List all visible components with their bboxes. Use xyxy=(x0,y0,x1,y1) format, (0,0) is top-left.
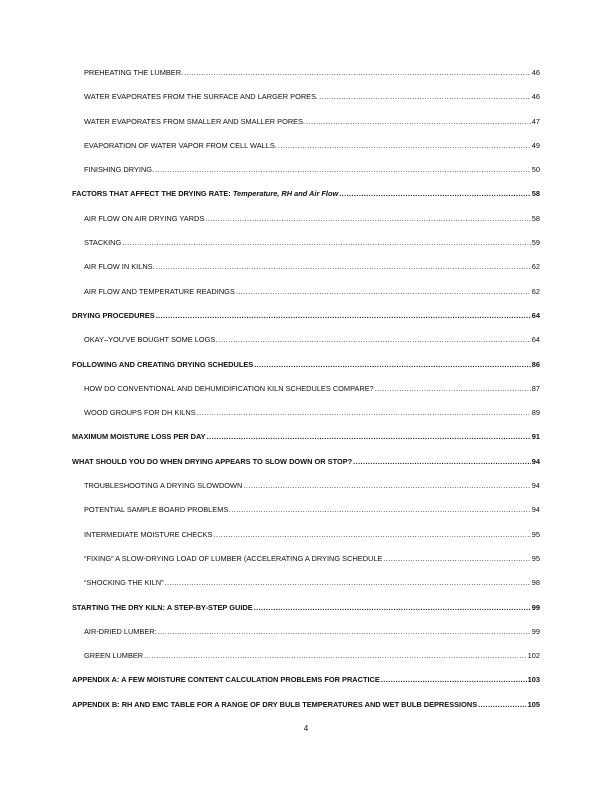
toc-entry[interactable] xyxy=(72,92,540,116)
toc-entry-label: WATER EVAPORATES FROM THE SURFACE AND LARGER PORES. xyxy=(84,92,319,102)
dot-leader xyxy=(254,603,531,612)
dot-leader xyxy=(383,554,530,563)
dot-leader xyxy=(205,214,530,223)
page-number: 4 xyxy=(303,724,309,733)
toc-entry-page: 105 xyxy=(527,699,540,709)
toc-entry-page: 58 xyxy=(531,189,540,199)
dot-leader xyxy=(213,530,530,539)
table-of-contents xyxy=(72,68,540,724)
toc-entry-page: 59 xyxy=(531,238,540,248)
toc-entry-page: 94 xyxy=(531,481,540,491)
dot-leader xyxy=(156,262,531,271)
dot-leader xyxy=(243,481,530,490)
toc-entry-label: EVAPORATION OF WATER VAPOR FROM CELL WALLS. xyxy=(84,140,277,150)
toc-entry-page: 99 xyxy=(531,602,540,612)
toc-entry-label: GREEN LUMBER xyxy=(84,651,144,661)
toc-entry-label: HOW DO CONVENTIONAL AND DEHUMIDIFICATION KILN SCHEDULES COMPARE? xyxy=(84,383,374,393)
dot-leader xyxy=(353,457,531,466)
toc-entry-label xyxy=(72,189,338,198)
dot-leader xyxy=(478,700,527,709)
toc-entry-page: 50 xyxy=(531,165,540,175)
dot-leader xyxy=(236,287,531,296)
toc-entry-label-italic: Temperature, RH and Air Flow xyxy=(232,189,339,199)
toc-entry-page: 86 xyxy=(531,359,540,369)
toc-section-entry[interactable] xyxy=(72,189,540,213)
dot-leader xyxy=(122,238,531,247)
toc-entry-page: 64 xyxy=(531,310,540,320)
toc-entry-page: 102 xyxy=(527,651,540,661)
toc-entry-page: 95 xyxy=(531,553,540,563)
dot-leader xyxy=(207,432,531,441)
toc-entry-label: STACKING xyxy=(84,238,122,248)
toc-entry-page: 98 xyxy=(531,578,540,588)
toc-entry[interactable] xyxy=(72,651,540,675)
toc-entry[interactable] xyxy=(72,141,540,165)
dot-leader xyxy=(184,68,531,77)
toc-entry-label: WOOD GROUPS FOR DH KILNS xyxy=(84,408,196,418)
toc-entry-page: 94 xyxy=(531,505,540,515)
toc-entry-page: 47 xyxy=(531,116,540,126)
dot-leader xyxy=(319,92,531,101)
toc-section-entry[interactable] xyxy=(72,457,540,481)
dot-leader xyxy=(278,141,531,150)
toc-section-entry[interactable] xyxy=(72,603,540,627)
toc-entry[interactable] xyxy=(72,505,540,529)
toc-entry-label-main: FACTORS THAT AFFECT THE DRYING RATE: xyxy=(72,189,233,199)
toc-entry-label: APPENDIX A: A FEW MOISTURE CONTENT CALCULATION PROBLEMS FOR PRACTICE xyxy=(72,675,380,685)
toc-entry-page: 91 xyxy=(531,432,540,442)
dot-leader xyxy=(381,675,527,684)
toc-entry-page: 95 xyxy=(531,529,540,539)
toc-section-entry[interactable] xyxy=(72,360,540,384)
dot-leader xyxy=(156,311,531,320)
toc-entry[interactable] xyxy=(72,214,540,238)
toc-section-entry[interactable] xyxy=(72,432,540,456)
toc-entry-label: OKAY–YOU'VE BOUGHT SOME LOGS. xyxy=(84,335,218,345)
dot-leader xyxy=(375,384,531,393)
dot-leader xyxy=(158,627,531,636)
toc-entry-label: AIR FLOW AND TEMPERATURE READINGS xyxy=(84,286,235,296)
dot-leader xyxy=(339,189,531,198)
toc-entry-label: WHAT SHOULD YOU DO WHEN DRYING APPEARS TO SLOW DOWN OR STOP? xyxy=(72,456,353,466)
toc-entry[interactable] xyxy=(72,481,540,505)
toc-entry-page: 64 xyxy=(531,335,540,345)
toc-entry[interactable] xyxy=(72,554,540,578)
toc-entry[interactable] xyxy=(72,530,540,554)
toc-section-entry[interactable] xyxy=(72,700,540,724)
toc-section-entry[interactable] xyxy=(72,311,540,335)
toc-entry-page: 62 xyxy=(531,286,540,296)
dot-leader xyxy=(254,360,531,369)
toc-entry-label: AIR FLOW ON AIR DRYING YARDS xyxy=(84,213,205,223)
toc-entry[interactable] xyxy=(72,238,540,262)
toc-entry[interactable] xyxy=(72,165,540,189)
toc-entry-page: 87 xyxy=(531,383,540,393)
toc-entry[interactable] xyxy=(72,287,540,311)
toc-entry[interactable] xyxy=(72,262,540,286)
toc-entry-page: 103 xyxy=(527,675,540,685)
toc-entry-page: 89 xyxy=(531,408,540,418)
dot-leader xyxy=(197,408,531,417)
toc-entry-label: AIR-DRIED LUMBER: xyxy=(84,626,157,636)
toc-entry-page: 46 xyxy=(531,68,540,77)
toc-entry-label: MAXIMUM MOISTURE LOSS PER DAY xyxy=(72,432,206,442)
toc-entry-label: POTENTIAL SAMPLE BOARD PROBLEMS. xyxy=(84,505,231,515)
toc-entry-page: 46 xyxy=(531,92,540,102)
toc-entry[interactable] xyxy=(72,408,540,432)
toc-entry-page: 99 xyxy=(531,626,540,636)
toc-entry-label: AIR FLOW IN KILNS. xyxy=(84,262,155,272)
dot-leader xyxy=(144,651,527,660)
toc-entry-label: PREHEATING THE LUMBER. xyxy=(84,68,184,77)
toc-entry-label: FOLLOWING AND CREATING DRYING SCHEDULES xyxy=(72,359,254,369)
toc-entry-label: TROUBLESHOOTING A DRYING SLOWDOWN xyxy=(84,481,243,491)
toc-entry[interactable] xyxy=(72,117,540,141)
dot-leader xyxy=(165,578,531,587)
toc-entry[interactable] xyxy=(72,384,540,408)
toc-entry[interactable] xyxy=(72,627,540,651)
toc-entry-page: 49 xyxy=(531,140,540,150)
toc-entry[interactable] xyxy=(72,578,540,602)
toc-entry-page: 94 xyxy=(531,456,540,466)
toc-entry-label: WATER EVAPORATES FROM SMALLER AND SMALLER PORES. xyxy=(84,116,306,126)
toc-entry-label: FINISHING DRYING. xyxy=(84,165,155,175)
toc-entry[interactable] xyxy=(72,335,540,359)
toc-entry-label: DRYING PROCEDURES xyxy=(72,310,155,320)
toc-entry[interactable] xyxy=(72,68,540,92)
dot-leader xyxy=(155,165,531,174)
toc-entry-label: STARTING THE DRY KILN: A STEP-BY-STEP GUIDE xyxy=(72,602,253,612)
dot-leader xyxy=(231,505,530,514)
toc-entry-label: APPENDIX B: RH AND EMC TABLE FOR A RANGE OF DRY BULB TEMPERATURES AND WET BULB DEPRESSIONS xyxy=(72,699,478,709)
toc-entry-label: “FIXING” A SLOW-DRYING LOAD OF LUMBER (ACCELERATING A DRYING SCHEDULE xyxy=(84,553,383,563)
toc-entry-label: INTERMEDIATE MOISTURE CHECKS xyxy=(84,529,213,539)
toc-entry-page: 62 xyxy=(531,262,540,272)
toc-entry-label: “SHOCKING THE KILN” xyxy=(84,578,164,588)
dot-leader xyxy=(306,117,531,126)
toc-section-entry[interactable] xyxy=(72,675,540,699)
dot-leader xyxy=(218,335,530,344)
toc-entry-page: 58 xyxy=(531,213,540,223)
